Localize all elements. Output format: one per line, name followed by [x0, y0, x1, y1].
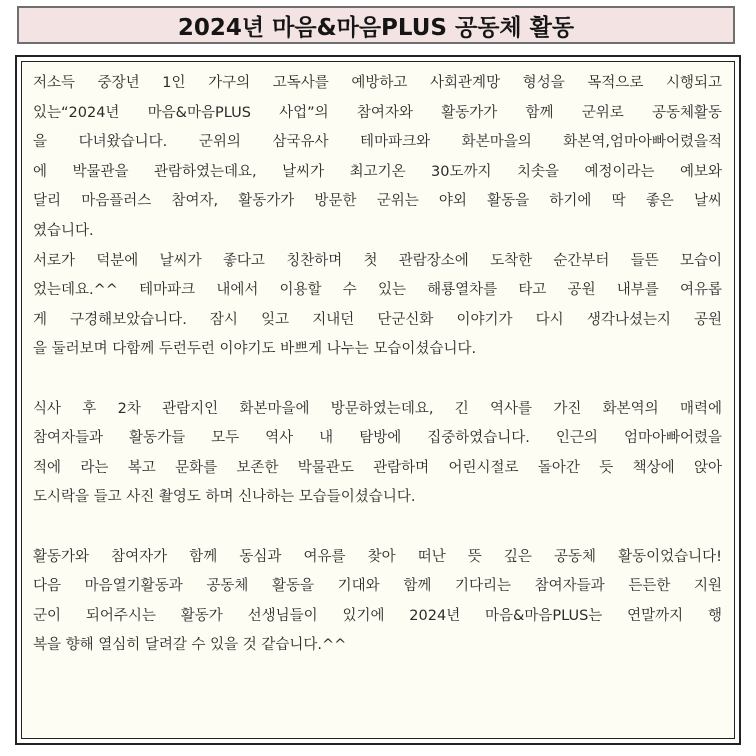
text-line: 군이 되어주시는 활동가 선생님들이 있기에 2024년 마음&마음PLUS는 연말까지 행 — [33, 607, 722, 624]
text-line: 복을 향해 열심히 달려갈 수 있을 것 같습니다.^^ — [33, 637, 347, 654]
paragraph-spacer — [33, 513, 722, 543]
text-line: 에 박물관을 관람하였는데요, 날씨가 최고기온 30도까지 치솟을 예정이라는 예보와 — [33, 163, 722, 180]
text-line: 참여자들과 활동가들 모두 역사 내 탐방에 집중하였습니다. 인근의 엄마아빠어렸을 — [33, 430, 722, 447]
text-line: 활동가와 참여자가 함께 동심과 여유를 찾아 떠난 뜻 깊은 공동체 활동이었습니다! — [33, 548, 722, 565]
paragraph-1 — [33, 69, 722, 247]
text-line: 을 다녀왔습니다. 군위의 삼국유사 테마파크와 화본마을의 화본역,엄마아빠어렸을적 — [33, 134, 722, 151]
text-line: 적에 라는 복고 문화를 보존한 박물관도 관람하며 어린시절로 돌아간 듯 책상에 앉아 — [33, 459, 722, 476]
text-line: 달리 마음플러스 참여자, 활동가가 방문한 군위는 야외 활동을 하기에 딱 좋은 날씨 — [33, 193, 722, 210]
text-line: 도시락을 들고 사진 촬영도 하며 신나하는 모습들이셨습니다. — [33, 489, 416, 506]
text-line: 식사 후 2차 관람지인 화본마을에 방문하였는데요, 긴 역사를 가진 화본역의 매력에 — [33, 400, 722, 417]
text-line: 을 둘러보며 다함께 두런두런 이야기도 바쁘게 나누는 모습이셨습니다. — [33, 341, 477, 358]
article-frame — [15, 55, 741, 745]
text-line: 였습니다. — [33, 222, 94, 239]
title-banner — [17, 6, 735, 44]
text-line: 있는“2024년 마음&마음PLUS 사업”의 참여자와 활동가가 함께 군위로 공동체활동 — [33, 104, 722, 121]
paragraph-2 — [33, 247, 722, 365]
article-body — [21, 61, 735, 739]
paragraph-4 — [33, 543, 722, 661]
text-line: 저소득 중장년 1인 가구의 고독사를 예방하고 사회관계망 형성을 목적으로 시행되고 — [33, 75, 722, 91]
text-line: 게 구경해보았습니다. 잠시 잊고 지내던 단군신화 이야기가 다시 생각나셨는지 공원 — [33, 311, 722, 328]
text-line: 다음 마음열기활동과 공동체 활동을 기대와 함께 기다리는 참여자들과 든든한 지원 — [33, 578, 722, 595]
paragraph-spacer — [33, 365, 722, 395]
text-line: 었는데요.^^ 테마파크 내에서 이용할 수 있는 해룡열차를 타고 공원 내부를 여유롭 — [33, 282, 722, 299]
document-title: 2024년 마음&마음PLUS 공동체 활동 — [177, 14, 575, 41]
paragraph-3 — [33, 395, 722, 513]
text-line: 서로가 덕분에 날씨가 좋다고 칭찬하며 첫 관람장소에 도착한 순간부터 들뜬 모습이 — [33, 252, 722, 269]
